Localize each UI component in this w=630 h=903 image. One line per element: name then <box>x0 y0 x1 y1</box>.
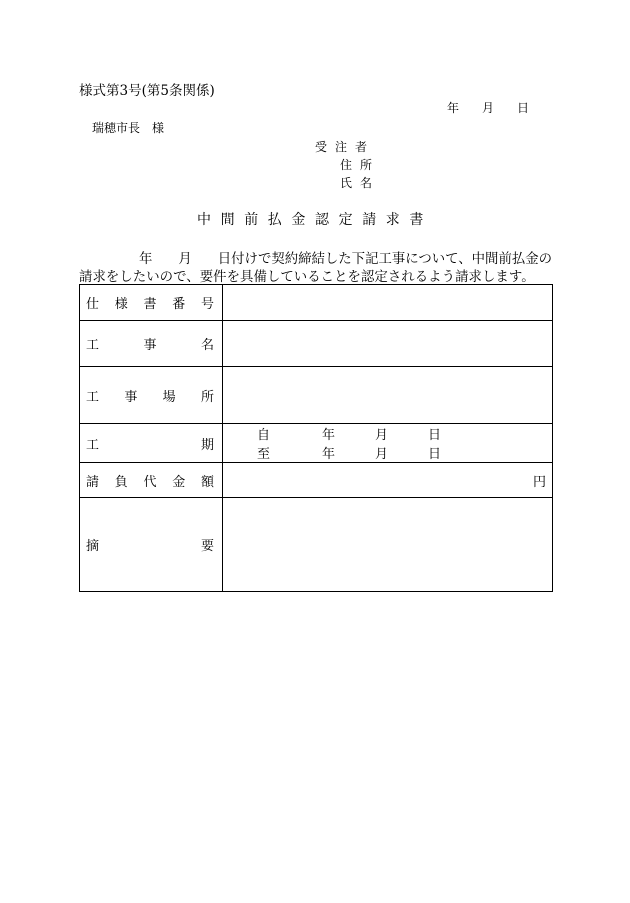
remarks-field[interactable] <box>223 498 553 592</box>
period-to-year: 年 <box>322 447 336 462</box>
contractor-label: 受注者 <box>315 140 376 154</box>
label-char: 期 <box>200 437 214 453</box>
label-char: 書 <box>143 297 157 312</box>
form-number: 様式第3号(第5条関係) <box>79 83 215 99</box>
period-to-row <box>223 443 552 462</box>
spec-number-field[interactable] <box>223 285 553 321</box>
period-from-label: 自 <box>257 428 271 443</box>
table-row <box>80 498 553 592</box>
period-to-month: 月 <box>375 447 389 462</box>
period-to-day: 日 <box>428 447 442 462</box>
table-row <box>80 463 553 498</box>
period-from-year: 年 <box>322 428 336 443</box>
label-char: 場 <box>162 389 176 405</box>
row-label-work-location <box>80 367 223 424</box>
date-day-label: 日 <box>517 101 530 115</box>
table-row <box>80 424 553 463</box>
row-label-work-period <box>80 424 223 463</box>
label-char: 請 <box>86 474 100 490</box>
contractor-name-label: 氏名 <box>340 176 381 190</box>
body-year-label: 年 <box>139 252 153 267</box>
date-month-label: 月 <box>482 101 495 115</box>
contractor-block <box>315 138 380 192</box>
contractor-address-label: 住所 <box>340 158 381 172</box>
table-row <box>80 321 553 367</box>
label-char: 負 <box>114 474 128 490</box>
body-line-1 <box>79 248 552 267</box>
label-char: 摘 <box>86 539 100 554</box>
label-char: 所 <box>200 389 214 405</box>
row-label-spec-number <box>80 285 223 321</box>
period-from-day: 日 <box>428 428 442 443</box>
row-label-remarks <box>80 498 223 592</box>
label-char: 名 <box>200 338 214 353</box>
work-name-field[interactable] <box>223 321 553 367</box>
label-char: 事 <box>124 389 138 405</box>
addressee: 瑞穂市長 様 <box>92 121 165 135</box>
work-location-field[interactable] <box>223 367 553 424</box>
label-char: 仕 <box>86 297 100 312</box>
label-char: 番 <box>172 297 186 312</box>
currency-unit: 円 <box>532 474 546 490</box>
label-char: 額 <box>200 474 214 490</box>
date-year-label: 年 <box>447 101 460 115</box>
body-month-label: 月 <box>178 252 192 267</box>
label-char: 工 <box>86 389 100 405</box>
label-char: 事 <box>143 338 157 353</box>
label-char: 工 <box>86 338 100 353</box>
table-row <box>80 367 553 424</box>
body-line-2: 請求をしたいので、要件を具備していることを認定されるよう請求します。 <box>79 270 535 285</box>
date-line <box>447 99 529 116</box>
row-label-work-name <box>80 321 223 367</box>
request-table <box>79 284 553 592</box>
document-title: 中間前払金認定請求書 <box>197 212 433 228</box>
label-char: 代 <box>143 474 157 490</box>
contract-amount-field[interactable] <box>223 463 553 498</box>
row-label-contract-amount <box>80 463 223 498</box>
label-char: 号 <box>200 297 214 312</box>
period-from-row <box>223 424 552 443</box>
label-char: 工 <box>86 437 100 453</box>
label-char: 様 <box>114 297 128 312</box>
label-char: 要 <box>200 539 214 554</box>
work-period-field[interactable] <box>223 424 553 463</box>
label-char: 金 <box>172 474 186 490</box>
body-line-1-text: 日付けで契約締結した下記工事について、中間前払金の <box>217 252 553 267</box>
table-row <box>80 285 553 321</box>
period-from-month: 月 <box>375 428 389 443</box>
period-to-label: 至 <box>257 447 271 462</box>
